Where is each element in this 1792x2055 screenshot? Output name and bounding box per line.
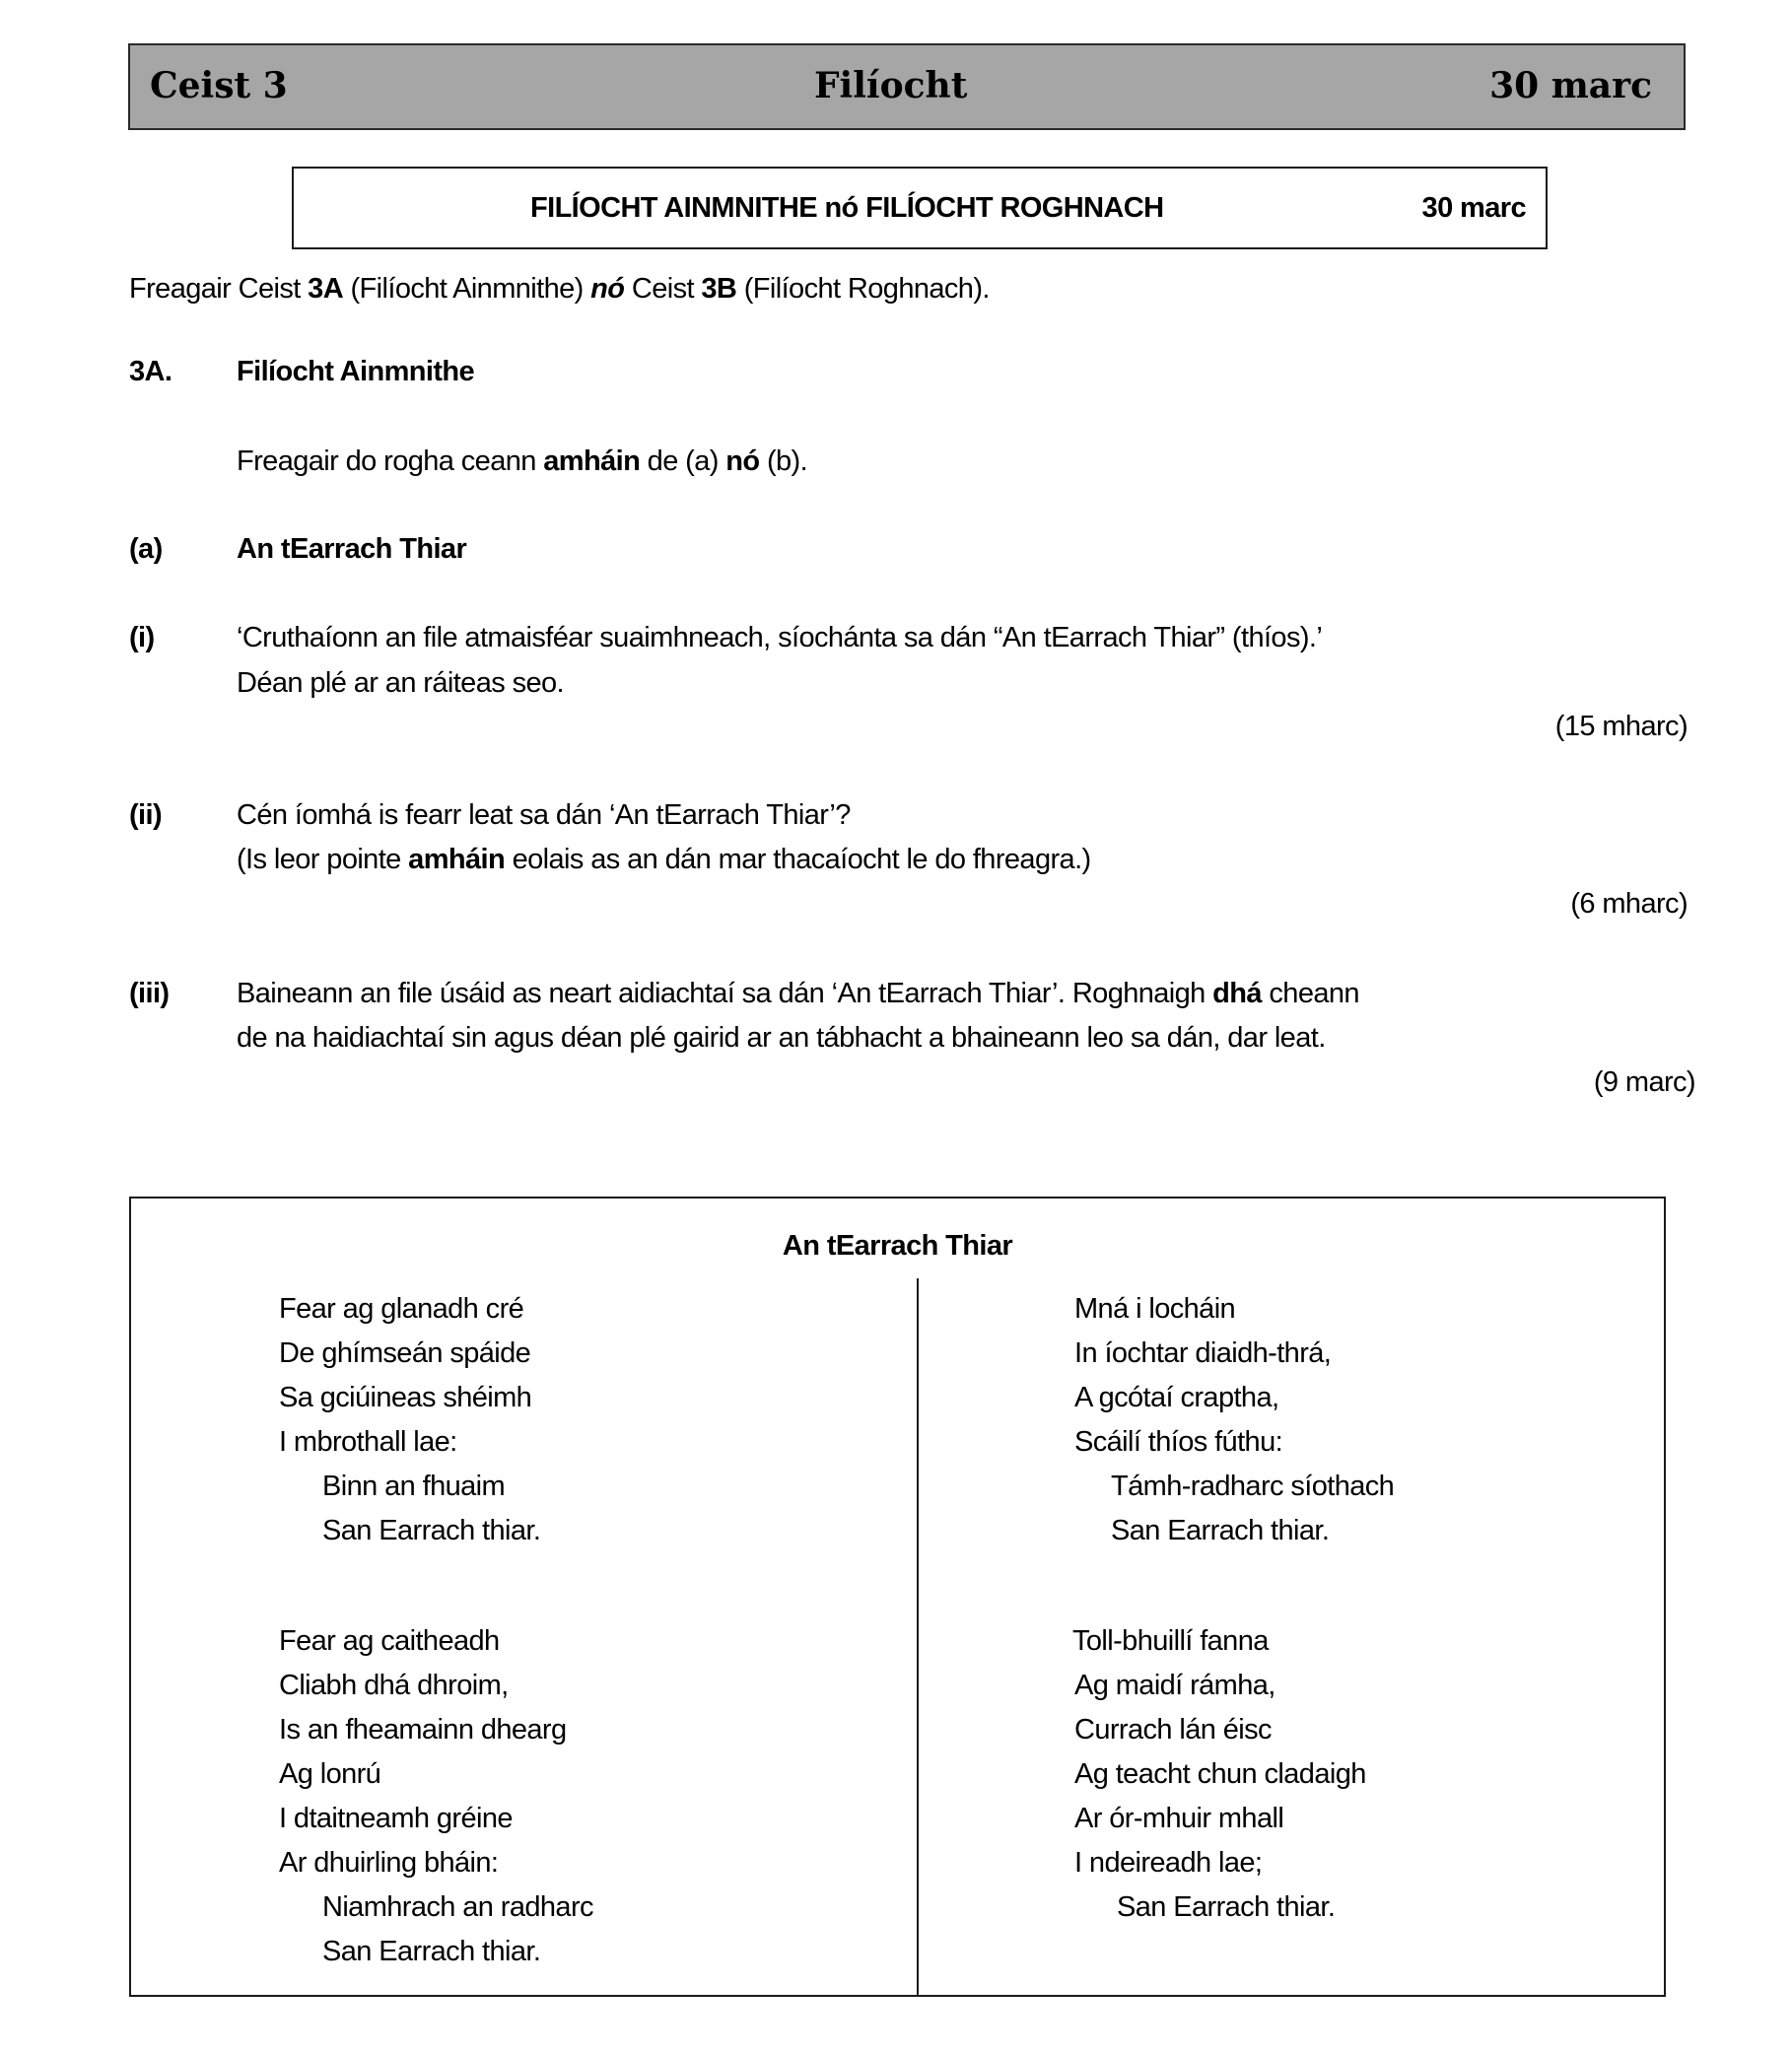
poem-line: I ndeireadh lae; (1074, 1847, 1263, 1879)
subheader-marks: 30 marc (1421, 192, 1526, 224)
poem-line: Ag maidí rámha, (1074, 1670, 1275, 1701)
subheader-box (292, 167, 1548, 249)
poem-line: Sa gciúineas shéimh (279, 1382, 532, 1413)
question-header-bar (128, 43, 1686, 130)
part-a-title: An tEarrach Thiar (237, 533, 467, 565)
section-title: Filíocht (814, 65, 968, 106)
instruction-text: Ceist (624, 273, 702, 305)
poem-line: Cliabh dhá dhroim, (279, 1670, 509, 1701)
question-iii-line1 (237, 976, 1359, 1011)
poem-line: Binn an fhuaim (322, 1471, 506, 1502)
section-3a-label: 3A. (129, 356, 172, 387)
question-text: (Is leor pointe (237, 844, 409, 875)
total-marks: 30 marc (1489, 65, 1652, 106)
question-ii-line1: Cén íomhá is fearr leat sa dán ‘An tEarrach Thiar’? (237, 799, 851, 831)
poem-line: Is an fheamainn dhearg (279, 1714, 567, 1746)
question-ii-line2 (237, 842, 1091, 877)
poem-line: I dtaitneamh gréine (279, 1803, 513, 1834)
poem-line: In íochtar diaidh-thrá, (1074, 1337, 1332, 1369)
question-i-line2: Déan plé ar an ráiteas seo. (237, 667, 565, 699)
question-text: eolais as an dán mar thacaíocht le do fhreagra.) (505, 844, 1091, 875)
instruction-text: Freagair do rogha ceann (237, 445, 544, 477)
poem-line: Ar ór-mhuir mhall (1074, 1803, 1284, 1834)
question-ii-marks: (6 mharc) (1570, 888, 1688, 920)
question-number: Ceist 3 (150, 65, 288, 106)
poem-line: Ag lonrú (279, 1758, 381, 1790)
question-emphasis: dhá (1212, 978, 1262, 1009)
question-text: Baineann an file úsáid as neart aidiachtaí sa dán ‘An tEarrach Thiar’. Roghnaigh (237, 978, 1213, 1009)
section-3a-instruction (237, 444, 807, 479)
subheader-title: FILÍOCHT AINMNITHE nó FILÍOCHT ROGHNACH (530, 192, 1164, 224)
poem-line: Ag teacht chun cladaigh (1074, 1758, 1366, 1790)
instruction-emphasis: amháin (543, 445, 641, 477)
question-iii-label: (iii) (129, 978, 170, 1009)
question-ii-label: (ii) (129, 799, 163, 831)
poem-line: Niamhrach an radharc (322, 1891, 593, 1923)
question-i-line1: ‘Cruthaíonn an file atmaisféar suaimhneach, síochánta sa dán “An tEarrach Thiar” (thíos).’ (237, 622, 1323, 653)
question-text: cheann (1261, 978, 1359, 1009)
question-emphasis: amháin (408, 844, 506, 875)
part-a-label: (a) (129, 533, 163, 565)
poem-line: San Earrach thiar. (1117, 1891, 1336, 1923)
poem-line: Ar dhuirling bháin: (279, 1847, 499, 1879)
poem-line: De ghímseán spáide (279, 1337, 531, 1369)
instruction-3b: 3B (701, 273, 737, 305)
instruction-or: nó (590, 273, 625, 305)
poem-title: An tEarrach Thiar (782, 1230, 1013, 1262)
poem-line: Támh-radharc síothach (1111, 1471, 1395, 1502)
instruction-text: (Filíocht Ainmnithe) (343, 273, 591, 305)
poem-line: Toll-bhuillí fanna (1072, 1625, 1269, 1657)
instruction-3a: 3A (308, 273, 344, 305)
section-3a-title: Filíocht Ainmnithe (237, 356, 475, 387)
instruction-emphasis: nó (725, 445, 760, 477)
poem-line: Scáilí thíos fúthu: (1074, 1426, 1283, 1458)
poem-line: Mná i locháin (1074, 1293, 1236, 1325)
instruction-text: Freagair Ceist (129, 273, 309, 305)
poem-line: A gcótaí craptha, (1074, 1382, 1279, 1413)
poem-line: Fear ag glanadh cré (279, 1293, 524, 1325)
poem-line: San Earrach thiar. (1111, 1515, 1330, 1546)
instruction-text: de (a) (640, 445, 726, 477)
question-i-label: (i) (129, 622, 155, 653)
poem-line: San Earrach thiar. (322, 1515, 541, 1546)
poem-line: Currach lán éisc (1074, 1714, 1272, 1746)
poem-line: Fear ag caitheadh (279, 1625, 500, 1657)
question-iii-line2: de na haidiachtaí sin agus déan plé gairid ar an tábhacht a bhaineann leo sa dán, dar leat. (237, 1022, 1326, 1054)
poem-line: San Earrach thiar. (322, 1936, 541, 1967)
general-instruction (129, 271, 990, 307)
poem-line: I mbrothall lae: (279, 1426, 457, 1458)
question-i-marks: (15 mharc) (1554, 711, 1688, 742)
instruction-text: (b). (759, 445, 808, 477)
question-iii-marks: (9 marc) (1593, 1066, 1695, 1098)
instruction-text: (Filíocht Roghnach). (736, 273, 990, 305)
poem-column-divider (917, 1278, 919, 1996)
